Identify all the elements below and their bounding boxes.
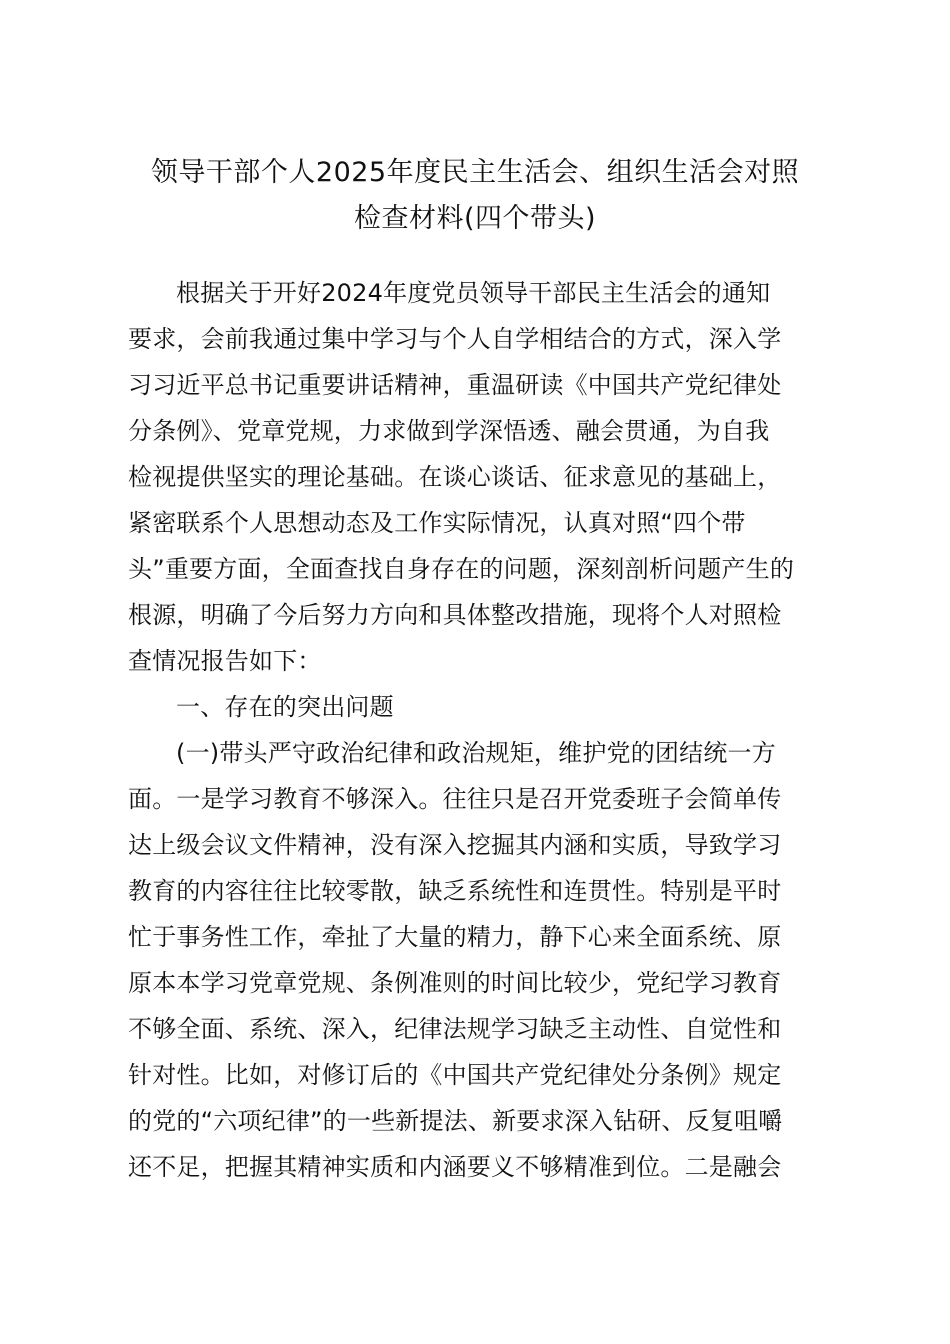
section-heading: 一、存在的突出问题 xyxy=(176,693,394,721)
paragraph-line: 的党的“六项纪律”的一些新提法、新要求深入钻研、反复咀嚼 xyxy=(128,1107,783,1135)
paragraph-line: 还不足，把握其精神实质和内涵要义不够精准到位。二是融会 xyxy=(128,1153,782,1181)
paragraph-line: 根据关于开好2024年度党员领导干部民主生活会的通知 xyxy=(176,279,771,307)
paragraph-line: 头”重要方面，全面查找自身存在的问题，深刻剖析问题产生的 xyxy=(128,555,795,583)
paragraph-line: 紧密联系个人思想动态及工作实际情况，认真对照“四个带 xyxy=(128,509,746,537)
paragraph-line: 检视提供坚实的理论基础。在谈心谈话、征求意见的基础上， xyxy=(128,463,782,491)
paragraph-line: 原本本学习党章党规、条例准则的时间比较少，党纪学习教育 xyxy=(128,969,782,997)
paragraph-line: 不够全面、系统、深入，纪律法规学习缺乏主动性、自觉性和 xyxy=(128,1015,782,1043)
paragraph-line: 分条例》、党章党规，力求做到学深悟透、融会贯通，为自我 xyxy=(128,417,770,445)
document-title-line-2: 检查材料(四个带头) xyxy=(353,203,597,234)
paragraph-line: 习习近平总书记重要讲话精神，重温研读《中国共产党纪律处 xyxy=(128,371,782,399)
paragraph-line: 根源，明确了今后努力方向和具体整改措施，现将个人对照检 xyxy=(128,601,782,629)
document-title-line-1: 领导干部个人2025年度民主生活会、组织生活会对照 xyxy=(150,157,800,188)
paragraph-line: 要求，会前我通过集中学习与个人自学相结合的方式，深入学 xyxy=(128,325,782,353)
paragraph-line: 面。一是学习教育不够深入。往往只是召开党委班子会简单传 xyxy=(128,785,782,813)
paragraph-line: 针对性。比如，对修订后的《中国共产党纪律处分条例》规定 xyxy=(128,1061,782,1089)
paragraph-line: 忙于事务性工作，牵扯了大量的精力，静下心来全面系统、原 xyxy=(128,923,782,951)
paragraph-line: 达上级会议文件精神，没有深入挖掘其内涵和实质，导致学习 xyxy=(128,831,782,859)
paragraph-line: 教育的内容往往比较零散，缺乏系统性和连贯性。特别是平时 xyxy=(128,877,782,905)
paragraph-line: 查情况报告如下： xyxy=(128,647,322,675)
paragraph-line: (一)带头严守政治纪律和政治规矩，维护党的团结统一方 xyxy=(176,739,776,767)
